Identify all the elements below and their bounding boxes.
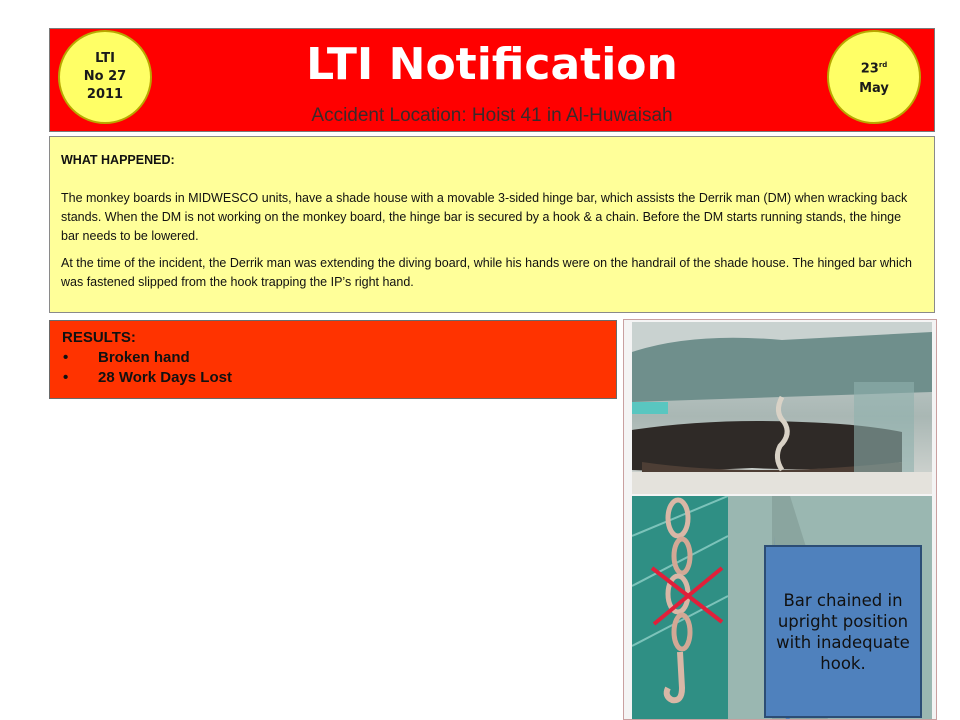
photo-hinge-bar <box>632 322 932 494</box>
badge-line-3: 2011 <box>86 87 124 102</box>
result-item: Broken hand <box>98 349 190 366</box>
date-suffix: rd <box>878 60 888 69</box>
what-happened-paragraph-1: The monkey boards in MIDWESCO units, have a shade house with a movable 3-sided hinge bar, which assists the Derrik man (DM) when wracking back stands. When the DM is not working on the monkey board, the hinge bar is secured by a hook & a chain. Before the DM starts running stands, the hinge bar needs to be lowered. <box>61 191 908 243</box>
accident-location: Accident Location: Hoist 41 in Al-Huwaisah <box>311 105 673 126</box>
lti-number-badge <box>58 30 152 124</box>
what-happened-heading: WHAT HAPPENED: <box>61 153 175 167</box>
list-item <box>62 348 604 368</box>
incident-photo <box>623 319 937 720</box>
list-item <box>62 368 604 388</box>
what-happened-paragraph-2: At the time of the incident, the Derrik man was extending the diving board, while his hands were on the handrail of the shade house. The hinged bar which was fastened slipped from the hook trapping the IP’s right hand. <box>61 256 912 289</box>
hinge-bar-image <box>632 322 932 494</box>
badge-line-1: LTI <box>95 51 115 66</box>
page-title: LTI Notification <box>306 39 678 90</box>
callout-box: Bar chained in upright position with inadequate hook. <box>764 545 922 718</box>
bullet-icon: • <box>63 349 69 366</box>
result-item: 28 Work Days Lost <box>98 369 232 386</box>
date-day-line <box>861 55 888 79</box>
date-month: May <box>859 81 889 97</box>
bullet-icon: • <box>63 369 69 386</box>
results-box <box>49 320 617 399</box>
date-badge <box>827 30 921 124</box>
date-day: 23 <box>860 61 879 77</box>
results-heading: RESULTS: <box>62 329 136 346</box>
what-happened-box <box>49 136 935 313</box>
results-list <box>62 348 604 388</box>
header-banner <box>49 28 935 132</box>
badge-line-2: No 27 <box>83 69 127 84</box>
